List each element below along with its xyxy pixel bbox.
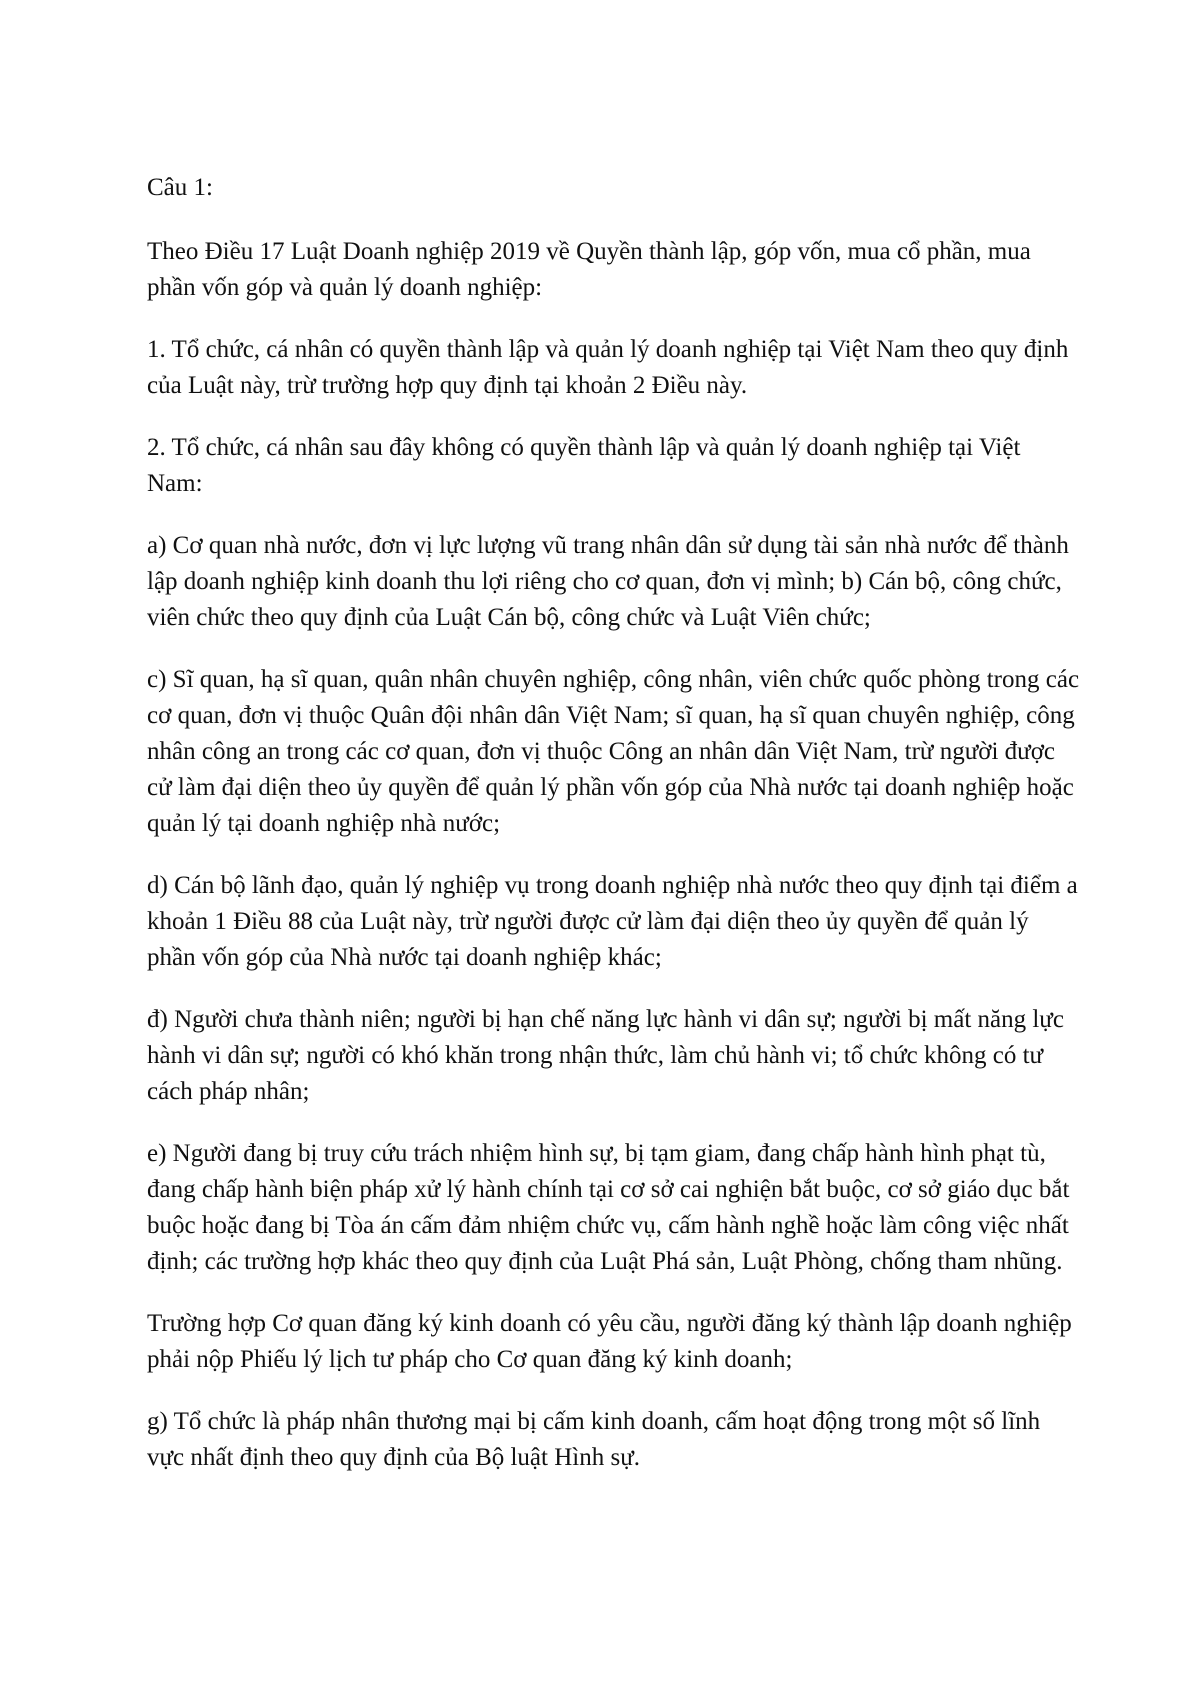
paragraph-clause-1: 1. Tổ chức, cá nhân có quyền thành lập và quản lý doanh nghiệp tại Việt Nam theo quy định của Luật này, trừ trường hợp quy định tại khoản 2 Điều này. — [147, 336, 1069, 399]
paragraph-point-d: d) Cán bộ lãnh đạo, quản lý nghiệp vụ trong doanh nghiệp nhà nước theo quy định tại điểm a khoản 1 Điều 88 của Luật này, trừ người được cử làm đại diện theo ủy quyền để quản lý phần vốn góp của Nhà nước tại doanh nghiệp khác; — [147, 872, 1078, 971]
paragraph-clause-2: 2. Tổ chức, cá nhân sau đây không có quyền thành lập và quản lý doanh nghiệp tại Việt Nam: — [147, 434, 1021, 497]
paragraph-point-e: e) Người đang bị truy cứu trách nhiệm hình sự, bị tạm giam, đang chấp hành hình phạt tù, đang chấp hành biện pháp xử lý hành chính tại cơ sở cai nghiện bắt buộc, cơ sở giáo dục bắt buộc hoặc đang bị Tòa án cấm đảm nhiệm chức vụ, cấm hành nghề hoặc làm công việc nhất định; các trường hợp khác theo quy định của Luật Phá sản, Luật Phòng, chống tham nhũng. — [147, 1140, 1070, 1275]
paragraph-intro: Theo Điều 17 Luật Doanh nghiệp 2019 về Quyền thành lập, góp vốn, mua cổ phần, mua phần vốn góp và quản lý doanh nghiệp: — [147, 238, 1031, 301]
question-heading: Câu 1: — [147, 174, 213, 201]
paragraph-registration-note: Trường hợp Cơ quan đăng ký kinh doanh có yêu cầu, người đăng ký thành lập doanh nghiệp phải nộp Phiếu lý lịch tư pháp cho Cơ quan đăng ký kinh doanh; — [147, 1310, 1072, 1373]
paragraph-point-c: c) Sĩ quan, hạ sĩ quan, quân nhân chuyên nghiệp, công nhân, viên chức quốc phòng trong các cơ quan, đơn vị thuộc Quân đội nhân dân Việt Nam; sĩ quan, hạ sĩ quan chuyên nghiệp, công nhân công an trong các cơ quan, đơn vị thuộc Công an nhân dân Việt Nam, trừ người được cử làm đại diện theo ủy quyền để quản lý phần vốn góp của Nhà nước tại doanh nghiệp hoặc quản lý tại doanh nghiệp nhà nước; — [147, 666, 1080, 837]
paragraph-point-dd: đ) Người chưa thành niên; người bị hạn chế năng lực hành vi dân sự; người bị mất năng lực hành vi dân sự; người có khó khăn trong nhận thức, làm chủ hành vi; tổ chức không có tư cách pháp nhân; — [147, 1006, 1064, 1105]
paragraph-point-g: g) Tổ chức là pháp nhân thương mại bị cấm kinh doanh, cấm hoạt động trong một số lĩnh vực nhất định theo quy định của Bộ luật Hình sự. — [147, 1408, 1041, 1471]
paragraph-point-a-b: a) Cơ quan nhà nước, đơn vị lực lượng vũ trang nhân dân sử dụng tài sản nhà nước để thành lập doanh nghiệp kinh doanh thu lợi riêng cho cơ quan, đơn vị mình; b) Cán bộ, công chức, viên chức theo quy định của Luật Cán bộ, công chức và Luật Viên chức; — [147, 532, 1069, 631]
